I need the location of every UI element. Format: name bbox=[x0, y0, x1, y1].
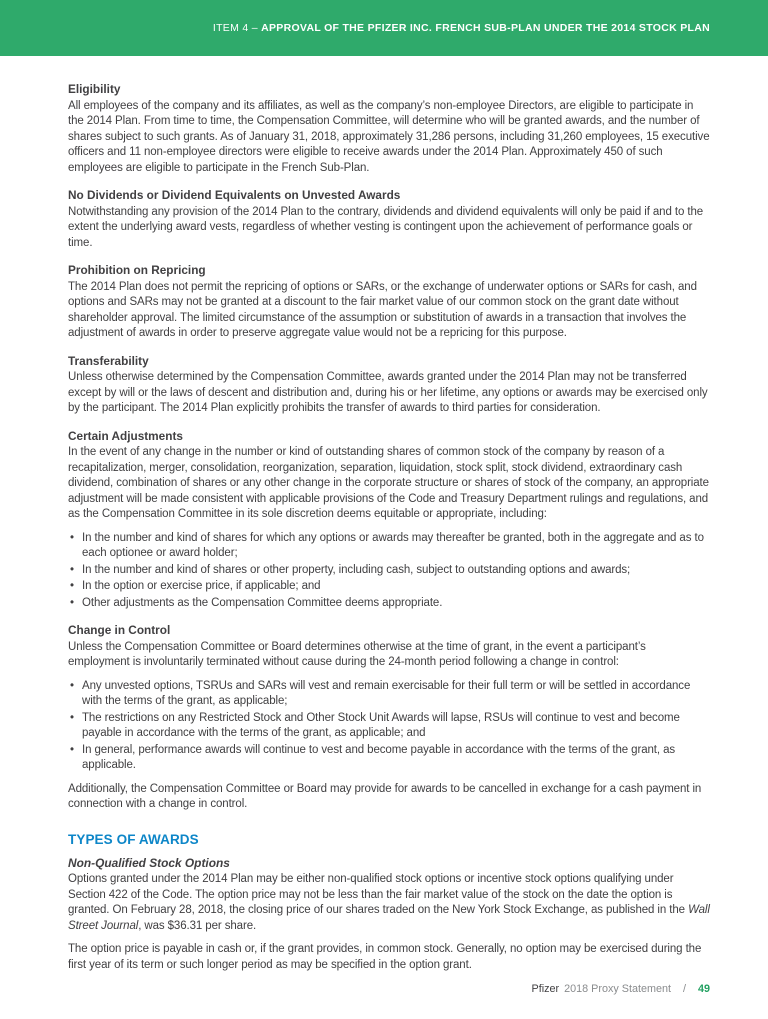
section-heading: Certain Adjustments bbox=[68, 428, 183, 443]
section-eligibility bbox=[68, 82, 710, 176]
bullet-item: • In the number and kind of shares for which any options or awards may thereafter be granted, both in the aggregate and as to each optionee or award holder; bbox=[82, 531, 710, 562]
bullet-item: • The restrictions on any Restricted Stock and Other Stock Unit Awards will lapse, RSUs will continue to vest and become payable in accordance with the terms of the grant, as applicable; and bbox=[82, 711, 710, 742]
section-types-of-awards bbox=[68, 831, 710, 974]
bullet-list bbox=[68, 531, 710, 612]
header-title-text: APPROVAL OF THE PFIZER INC. FRENCH SUB-PLAN UNDER THE 2014 STOCK PLAN bbox=[261, 22, 710, 34]
header-title bbox=[213, 22, 710, 34]
paragraph: Unless the Compensation Committee or Board determines otherwise at the time of grant, in the event a participant’s employment is involuntarily terminated without cause during the 24-month period following a change in control: bbox=[68, 640, 646, 668]
paragraph: The option price is payable in cash or, if the grant provides, in common stock. Generally, no option may be exercised during the first year of its term or such longer period as may be specified in the option grant. bbox=[68, 943, 702, 971]
paragraph: Notwithstanding any provision of the 2014 Plan to the contrary, dividends and dividend equivalents will only be paid if and to the extent the underlying award vests, regardless of whether vesting is contingent upon the achievement of performance goals or time. bbox=[68, 205, 704, 249]
bullet-list bbox=[68, 679, 710, 774]
paragraph-text: Options granted under the 2014 Plan may be either non-qualified stock options or incentive stock options qualifying under Section 422 of the Code. The option price may not be less than the fair market value of the stock on the date the option is granted. On February 28, 2018, the closing price of our shares traded on the New York Stock Exchange, as published in the bbox=[68, 873, 689, 916]
header-banner bbox=[0, 0, 768, 56]
section-certain-adjustments bbox=[68, 429, 710, 612]
section-heading: Change in Control bbox=[68, 623, 171, 637]
types-of-awards-heading: TYPES OF AWARDS bbox=[68, 831, 199, 847]
section-prohibition-on-repricing bbox=[68, 263, 710, 342]
paragraph: The 2014 Plan does not permit the repricing of options or SARs, or the exchange of underwater options or SARs for cash, and options and SARs may not be granted at a discount to the fair market value of our common stock on the grant date without shareholder approval. The limited circumstance of the assumption or substitution of awards in a transaction that involves the adjustment of awards in order to preserve aggregate value would not be a repricing for this purpose. bbox=[68, 280, 697, 339]
footer-brand: Pfizer bbox=[531, 983, 560, 995]
footer-separator: / bbox=[682, 983, 686, 995]
bullet-item: • Any unvested options, TSRUs and SARs will vest and remain exercisable for their full term or will be settled in accordance with the terms of the grant, as applicable; bbox=[82, 679, 710, 710]
section-heading: Eligibility bbox=[68, 82, 121, 96]
section-heading: Prohibition on Repricing bbox=[68, 263, 206, 277]
bullet-item: • In general, performance awards will continue to vest and become payable in accordance with the terms of the grant, as applicable. bbox=[82, 743, 710, 774]
header-item-label: ITEM 4 – bbox=[212, 22, 262, 34]
paragraph-text: , was $36.31 per share. bbox=[138, 919, 257, 932]
paragraph bbox=[68, 872, 710, 934]
section-heading: Transferability bbox=[68, 353, 149, 368]
bullet-item: • In the number and kind of shares or other property, including cash, subject to outstanding options and awards; bbox=[82, 563, 710, 579]
section-change-in-control bbox=[68, 623, 710, 813]
journal-name-italic: Wall Street Journal bbox=[68, 904, 710, 932]
non-qualified-stock-options-subheading: Non-Qualified Stock Options bbox=[68, 855, 230, 870]
paragraph: In the event of any change in the number or kind of outstanding shares of common stock of the company by reason of a recapitalization, merger, consolidation, reorganization, separation, liquidation, stock split, stock dividend, extraordinary cash dividend, combination of shares or any other change in the corporate structure or shares of stock of the company, an appropriate adjustment will be made consistent with applicable provisions of the Code and Treasury Department rulings and regulations, and as the Compensation Committee in its sole discretion deems equitable or appropriate, including: bbox=[68, 446, 709, 520]
footer-doc-title: 2018 Proxy Statement bbox=[564, 983, 671, 995]
section-transferability bbox=[68, 354, 710, 417]
section-heading: No Dividends or Dividend Equivalents on Unvested Awards bbox=[68, 188, 401, 202]
paragraph: Additionally, the Compensation Committee or Board may provide for awards to be cancelled in exchange for a cash payment in connection with a change in control. bbox=[68, 782, 702, 810]
paragraph: All employees of the company and its affiliates, as well as the company’s non-employee Directors, are eligible to participate in the 2014 Plan. From time to time, the Compensation Committee, will determine who will be granted awards, and the number of shares subject to such grants. As of January 31, 2018, approximately 31,286 persons, including 31,260 employees, 15 executive officers and 11 non-employee directors were eligible to receive awards under the 2014 Plan. Approximately 450 of such employees are eligible to participate in the French Sub-Plan. bbox=[68, 99, 710, 174]
bullet-item: • In the option or exercise price, if applicable; and bbox=[82, 579, 710, 595]
page-footer bbox=[0, 981, 768, 1019]
document-content bbox=[0, 56, 768, 973]
section-no-dividends bbox=[68, 188, 710, 251]
bullet-item: • Other adjustments as the Compensation Committee deems appropriate. bbox=[82, 596, 710, 612]
footer-page-number: 49 bbox=[697, 983, 710, 995]
paragraph: Unless otherwise determined by the Compensation Committee, awards granted under the 2014 Plan may not be transferred except by will or the laws of descent and distribution and, during his or her lifetime, any options or awards may be exercised only by the participant. The 2014 Plan explicitly prohibits the transfer of awards to third parties for consideration. bbox=[68, 371, 708, 414]
